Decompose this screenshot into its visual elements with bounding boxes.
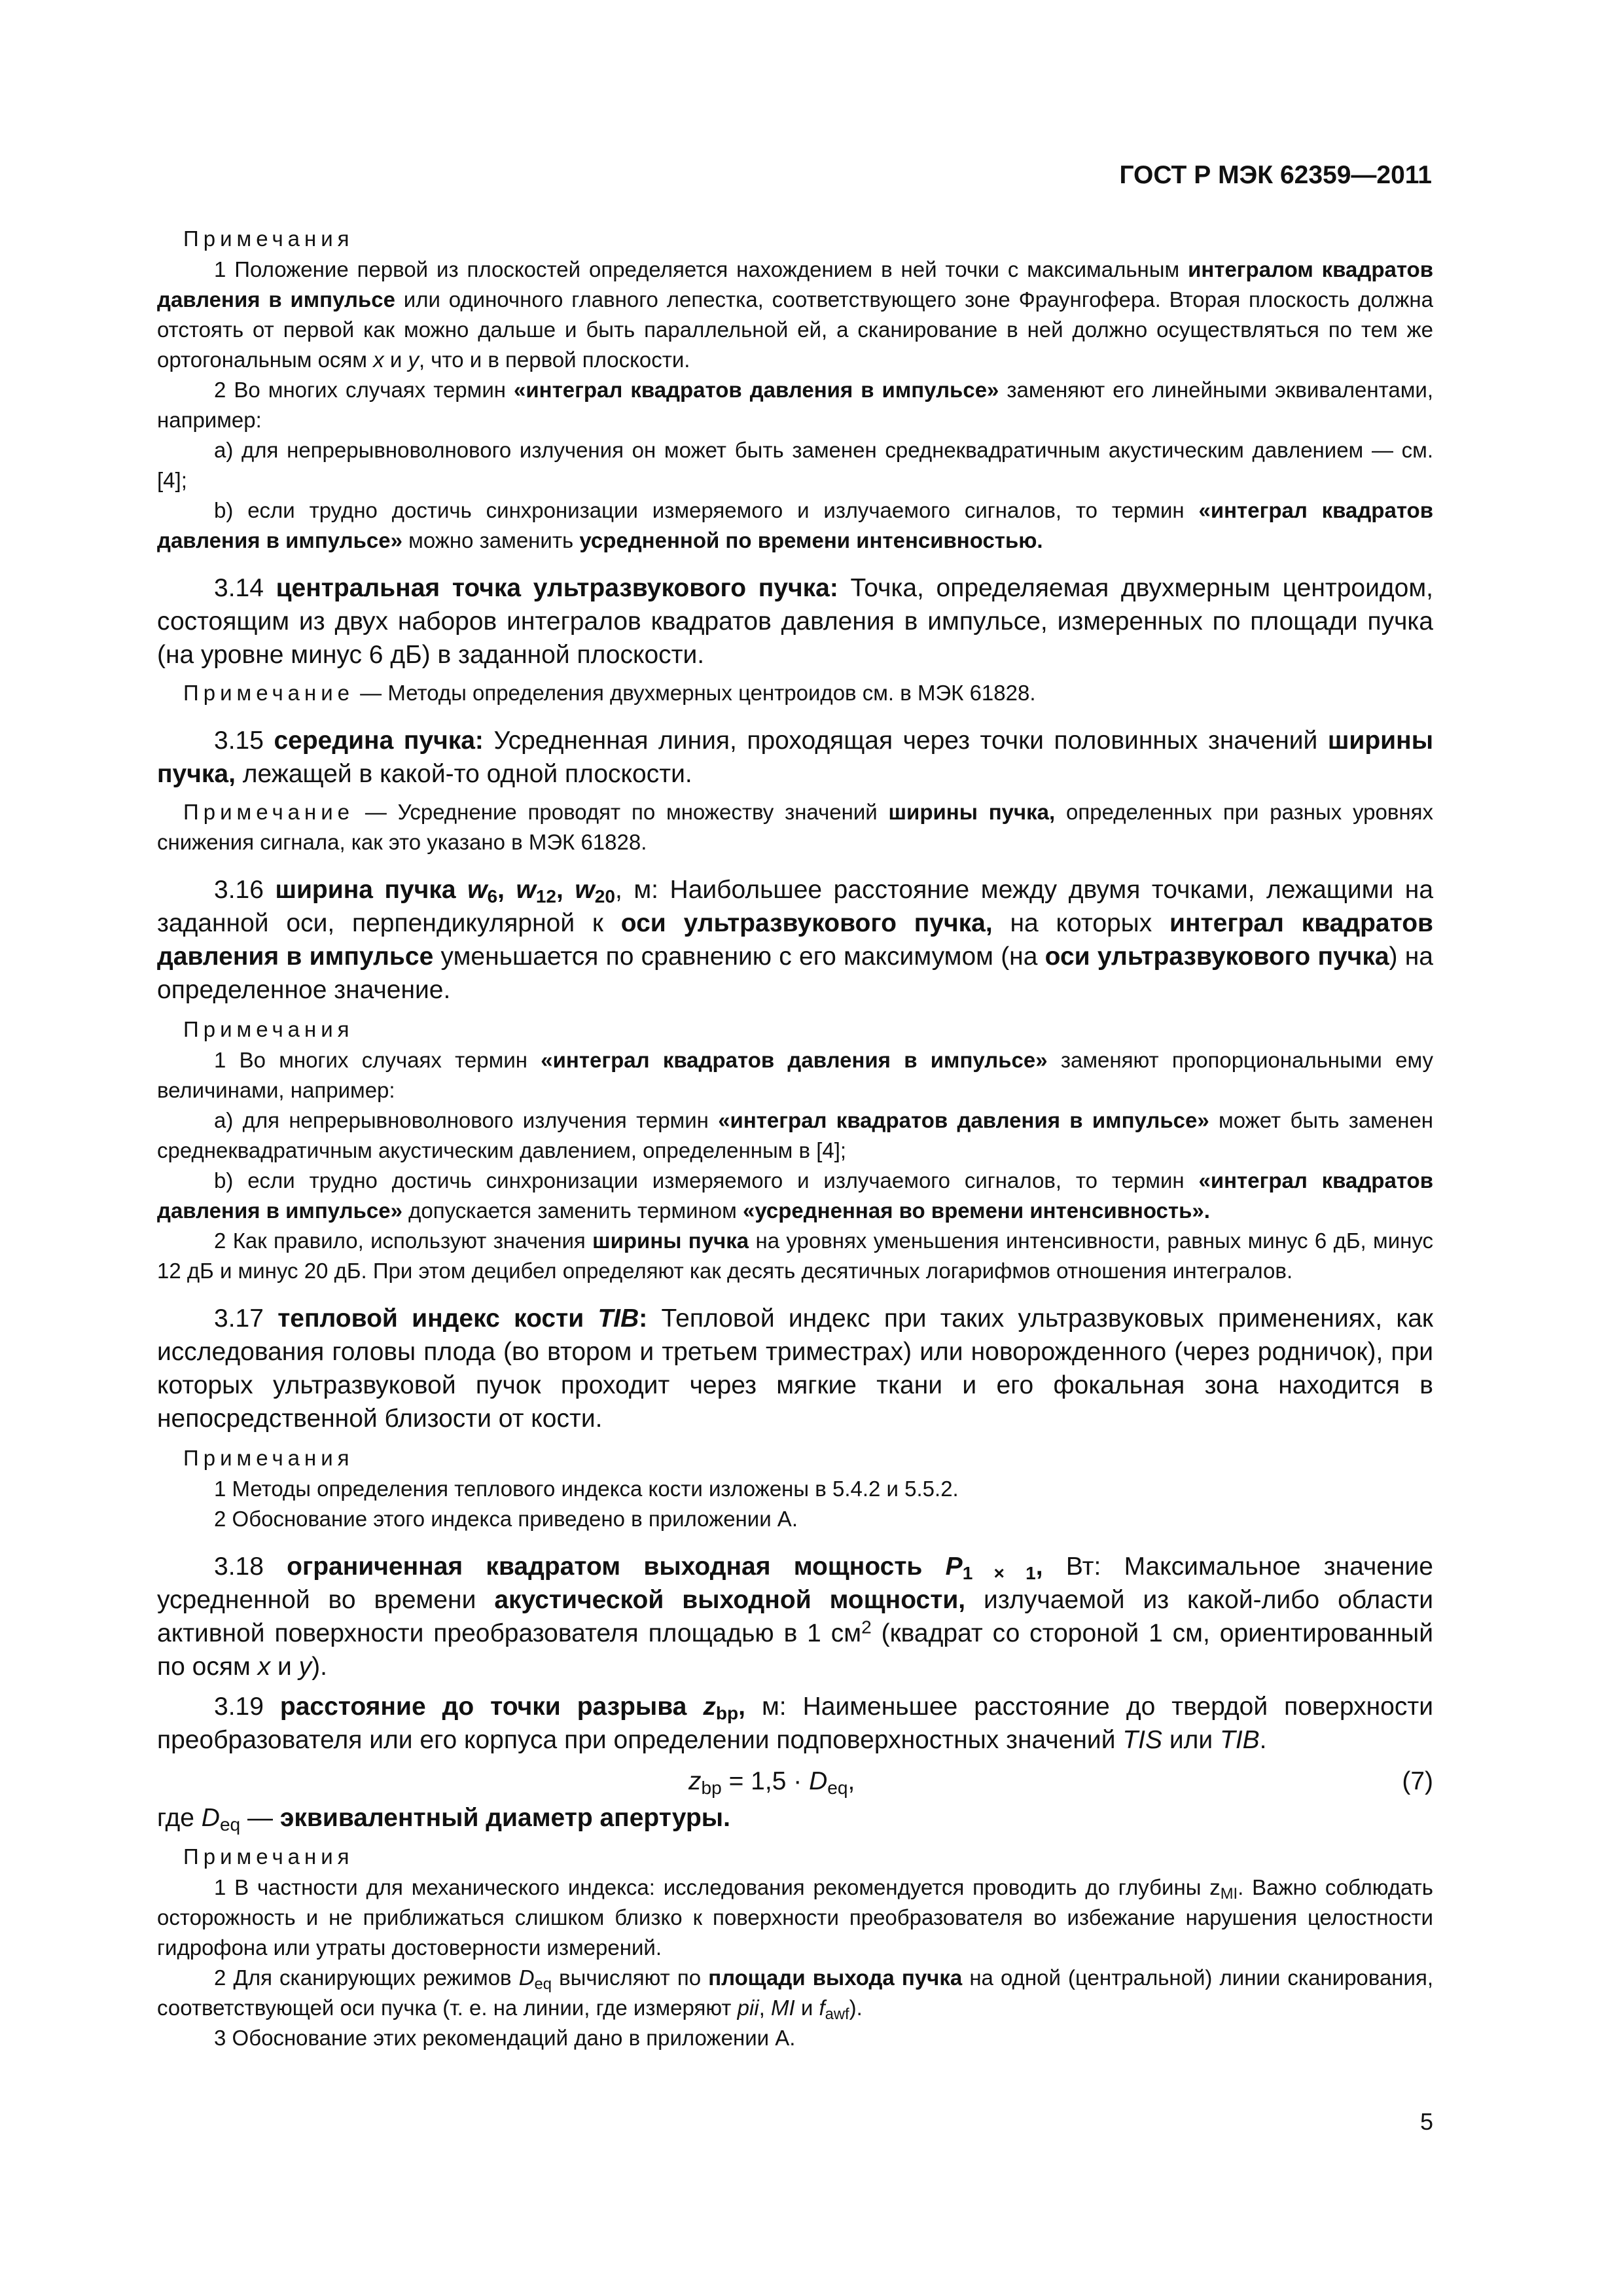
note-list-item: b) если трудно достичь синхронизации измеряемого и излучаемого сигналов, то термин «интеграл квадратов давления в импульсе» можно заменить усредненной по времени интенсивностью. bbox=[157, 498, 1433, 552]
note-list-item: a) для непрерывноволнового излучения термин «интеграл квадратов давления в импульсе» может быть заменен среднеквадратичным акустическим давлением, определенным в [4]; bbox=[157, 1108, 1434, 1162]
note-paragraph: Примечание — Усреднение проводят по множеству значений ширины пучка, определенных при разных уровнях снижения сигнала, как это указано в МЭК 61828. bbox=[157, 800, 1433, 854]
formula-explanation: где $D_{eq}$ — эквивалентный диаметр апертуры. bbox=[157, 1804, 730, 1835]
page-number: 5 bbox=[1419, 2108, 1433, 2135]
formula-expression: $z_{bp} = 1,5 \cdot D_{eq}$, bbox=[688, 1767, 855, 1799]
term-3-16: 3.16 ширина пучка $w_6$, $w_{12}$, $w_{20}$, м: Наибольшее расстояние между двумя точками, лежащими на заданной оси, перпендикулярной к оси ультразвукового пучка, на которых интеграл квадратов давления в импульсе уменьшается по сравнению с его максимумом (на оси ультразвукового пучка) на определенное значение. bbox=[157, 876, 1434, 1004]
note-paragraph: 1 Методы определения теплового индекса кости изложены в 5.4.2 и 5.5.2. bbox=[214, 1477, 959, 1501]
note-paragraph: Примечание — Методы определения двухмерных центроидов см. в МЭК 61828. bbox=[183, 681, 1036, 705]
term-3-19: 3.19 расстояние до точки разрыва $z_{bp}$, м: Наименьшее расстояние до твердой поверхности преобразователя или его корпуса при определении подповерхностных значений TIS или TIB. bbox=[157, 1693, 1433, 1754]
notes-heading: Примечания bbox=[183, 1446, 354, 1470]
note-paragraph: 1 Положение первой из плоскостей определяется нахождением в ней точки с максимальным интегралом квадратов давления в импульсе или одиночного главного лепестка, соответствующего зоне Фраунгофера. Вторая плоскость должна отстоять от первой как можно дальше и быть параллельной ей, а сканирование в ней должно осуществляться по тем же ортогональным осям x и y, что и в первой плоскости. bbox=[157, 257, 1434, 372]
note-paragraph: 2 Обоснование этого индекса приведено в приложении А. bbox=[214, 1507, 798, 1531]
page-body bbox=[157, 223, 1433, 2053]
term-3-14: 3.14 центральная точка ультразвукового пучка: Точка, определяемая двухмерным центроидом, состоящим из двух наборов интегралов квадратов давления в импульсе, измеренных по площади пучка (на уровне минус 6 дБ) в заданной плоскости. bbox=[157, 574, 1433, 669]
formula-7 bbox=[157, 1763, 1433, 1800]
note-list-item: b) если трудно достичь синхронизации измеряемого и излучаемого сигналов, то термин «интеграл квадратов давления в импульсе» допускается заменить термином «усредненная во времени интенсивность». bbox=[157, 1168, 1433, 1223]
note-paragraph: 1 В частности для механического индекса: исследования рекомендуется проводить до глубины $z_{MI}$. Важно соблюдать осторожность и не приближаться слишком близко к поверхности преобразователя во избежание нарушения целостности гидрофона или утраты достоверности измерений. bbox=[157, 1875, 1433, 1960]
term-3-15: 3.15 середина пучка: Усредненная линия, проходящая через точки половинных значений ширины пучка, лежащей в какой-то одной плоскости. bbox=[157, 726, 1434, 788]
note-paragraph: 2 Во многих случаях термин «интеграл квадратов давления в импульсе» заменяют его линейными эквивалентами, например: bbox=[157, 378, 1433, 432]
note-paragraph: 1 Во многих случаях термин «интеграл квадратов давления в импульсе» заменяют пропорциональными ему величинами, например: bbox=[157, 1048, 1434, 1102]
term-3-18: 3.18 ограниченная квадратом выходная мощность $P_{1 \times 1}$, Вт: Максимальное значение усредненной во времени акустической выходной мощности, излучаемой из какой-либо области активной поверхности преобразователя площадью в 1 $см^2$ (квадрат со стороной 1 см, ориентированный по осям x и y). bbox=[157, 1552, 1433, 1681]
notes-heading: Примечания bbox=[183, 1844, 354, 1869]
notes-heading: Примечания bbox=[183, 1017, 354, 1041]
note-list-item: a) для непрерывноволнового излучения он может быть заменен среднеквадратичным акустическим давлением — см. [4]; bbox=[157, 438, 1433, 492]
note-paragraph: 2 Как правило, используют значения ширины пучка на уровнях уменьшения интенсивности, равных минус 6 дБ, минус 12 дБ и минус 20 дБ. При этом децибел определяют как десять десятичных логарифмов отношения интегралов. bbox=[157, 1229, 1433, 1283]
document-header: ГОСТ Р МЭК 62359—2011 bbox=[1119, 161, 1432, 189]
formula-number: (7) bbox=[1402, 1767, 1433, 1795]
note-label: Примечание bbox=[183, 800, 355, 824]
note-label: Примечание bbox=[183, 681, 355, 705]
term-3-17: 3.17 тепловой индекс кости TIB: Тепловой индекс при таких ультразвуковых применениях, как исследования головы плода (во втором и третьем триместрах) или новорожденного (через родничок), при которых ультразвуковой пучок проходит через мягкие ткани и его фокальная зона находится в непосредственной близости от кости. bbox=[157, 1304, 1433, 1433]
note-paragraph: 2 Для сканирующих режимов $D_{eq}$ вычисляют по площади выхода пучка на одной (центральной) линии сканирования, соответствующей оси пучка (т. е. на линии, где измеряют pii, MI и $f_{awf}$). bbox=[157, 1965, 1433, 2023]
note-paragraph: 3 Обоснование этих рекомендаций дано в приложении А. bbox=[214, 2026, 796, 2050]
notes-heading: Примечания bbox=[183, 226, 354, 251]
